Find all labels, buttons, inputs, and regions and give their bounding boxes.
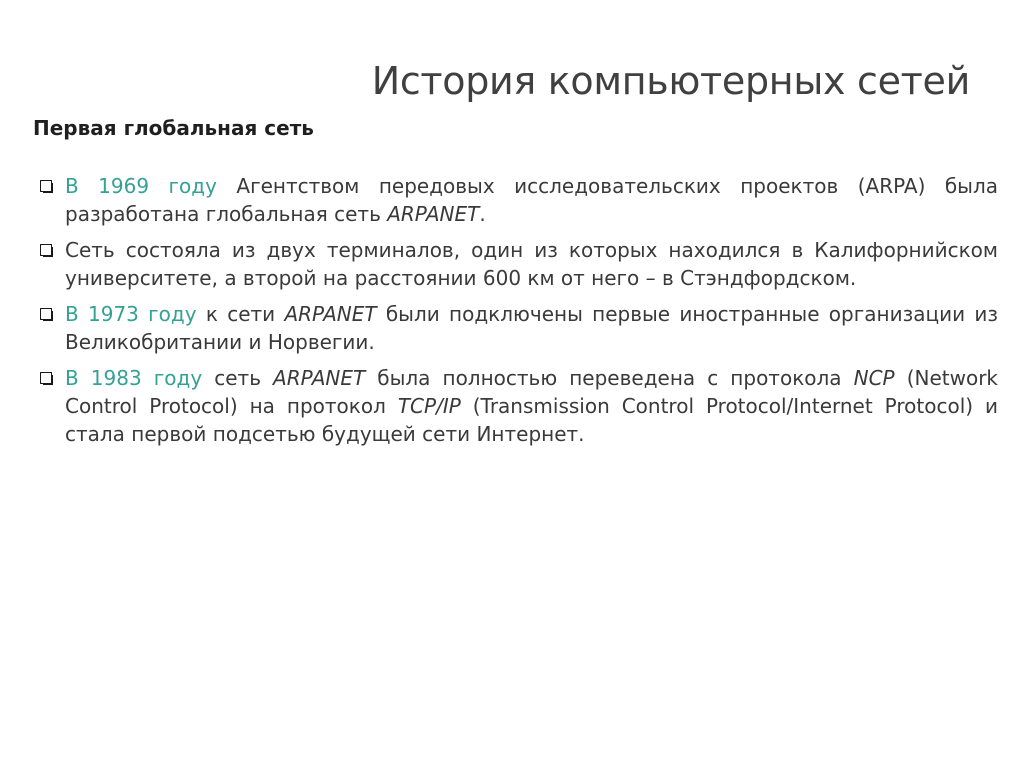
- tcpip-term: TCP/IP: [397, 394, 461, 418]
- bullet-text-part: (Transmission Control Protocol/Internet Protocol) и стала первой подсетью будущей сети Интернет.: [65, 394, 999, 446]
- ncp-term: NCP: [853, 366, 895, 390]
- checkbox-bullet-icon: [40, 308, 53, 321]
- list-item: [40, 300, 998, 356]
- page-title: История компьютерных сетей: [371, 59, 970, 104]
- list-item: [40, 236, 998, 292]
- bullet-text-part: Агентством передовых исследовательских проектов (ARPA) была разработана глобальная сеть: [65, 174, 998, 226]
- bullet-text: [65, 300, 998, 356]
- checkbox-bullet-icon: [40, 372, 53, 385]
- bullet-text: [65, 172, 998, 228]
- bullet-text-part: были подключены первые иностранные организации из Великобритании и Норвегии.: [65, 302, 998, 354]
- bullet-text-part: сеть: [202, 366, 274, 390]
- bullet-text-part: .: [479, 202, 486, 226]
- list-item: [40, 364, 998, 448]
- list-item: [40, 172, 998, 228]
- bullet-text-part: (Network Control Protocol) на протокол: [65, 366, 999, 418]
- year-highlight: В 1973 году: [65, 302, 197, 326]
- bullet-list: [40, 172, 998, 456]
- arpanet-term: ARPANET: [284, 302, 377, 326]
- checkbox-bullet-icon: [40, 244, 53, 257]
- bullet-text-part: к сети: [196, 302, 285, 326]
- year-highlight: В 1983 году: [65, 366, 203, 390]
- checkbox-bullet-icon: [40, 180, 53, 193]
- bullet-text: [65, 364, 998, 448]
- bullet-text-part: была полностью переведена с протокола: [365, 366, 854, 390]
- section-subtitle: Первая глобальная сеть: [33, 116, 314, 140]
- arpanet-term: ARPANET: [387, 202, 480, 226]
- arpanet-term: ARPANET: [273, 366, 366, 390]
- bullet-text: Сеть состояла из двух терминалов, один из которых находился в Калифорнийском университете, а второй на расстоянии 600 км от него – в Стэндфордском.: [65, 238, 998, 290]
- year-highlight: В 1969 году: [65, 174, 217, 198]
